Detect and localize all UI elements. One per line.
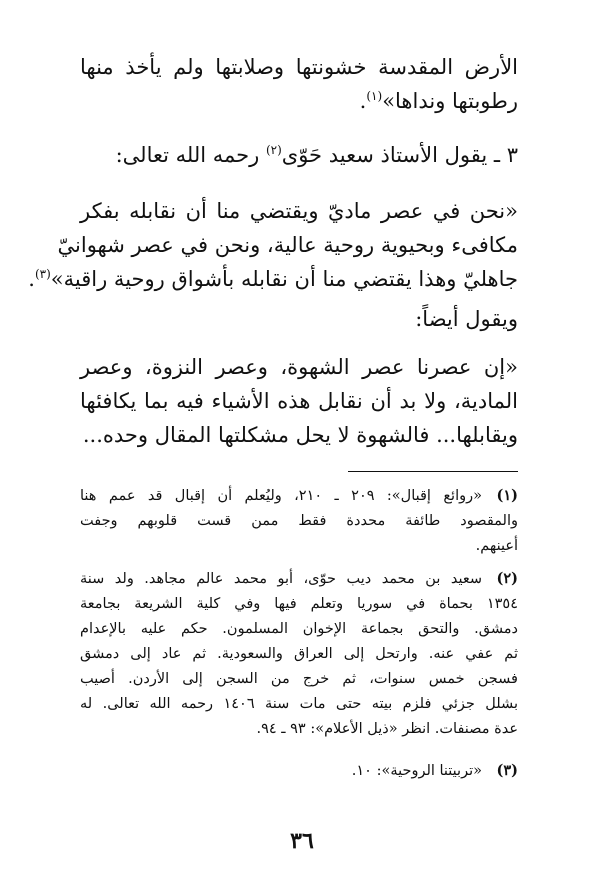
footnote2-line2: ١٣٥٤ بحماة في سوريا وتعلم فيها وفي كلية الشريعة بجامعة: [80, 596, 518, 612]
paragraph1-line2-end: .: [359, 89, 367, 113]
footnote2-line1: سعيد بن محمد ديب حوّى، أبو محمد عالم مجاهد. ولد سنة: [80, 571, 482, 587]
quote1-line2: مكافىء وبحيوية روحية عالية، ونحن في عصر شهوانيّ: [57, 233, 518, 257]
quote1-line3-end: .: [28, 267, 35, 291]
footnote-ref-1[interactable]: (١): [366, 89, 383, 103]
footnote2-line5: فسجن خمس سنوات، ثم خرج من السجن إلى الأردن. أصيب: [80, 671, 518, 687]
footnote1-line1: «روائع إقبال»: ٢٠٩ ـ ٢١٠، وليُعلم أن إقبال قد عمم هنا: [80, 488, 482, 504]
footnote-ref-3[interactable]: (٣): [34, 267, 51, 281]
quote2-line2: المادية، ولا بد أن نقابل هذه الأشياء فيه بما يكافئها: [80, 389, 518, 413]
footnote-number-3: (٣): [496, 762, 518, 779]
paragraph1-line1: الأرض المقدسة خشونتها وصلابتها ولم يأخذ منها: [80, 55, 518, 79]
footnote1-line2: والمقصود طائفة محددة فقط ممن قست قلوبهم وجفت: [80, 513, 518, 529]
footnote-number-1: (١): [496, 487, 518, 504]
page-number: ٣٦: [290, 828, 314, 854]
footnote-number-2: (٢): [496, 570, 518, 587]
item3-heading: [80, 140, 518, 172]
quote1-line3: [28, 264, 518, 296]
quote2-line1: «إن عصرنا عصر الشهوة، وعصر النزوة، وعصر: [80, 355, 518, 379]
footnote-ref-2[interactable]: (٢): [265, 143, 282, 157]
footnote2-line4: ثم عفي عنه. وارتحل إلى العراق والسعودية. ثم عاد إلى دمشق: [80, 646, 518, 662]
item3-heading-suffix: رحمه الله تعالى:: [115, 143, 266, 167]
footnote2-line7: عدة مصنفات. انظر «ذيل الأعلام»: ٩٣ ـ ٩٤.: [256, 721, 518, 737]
footnote-separator: [348, 471, 518, 472]
paragraph1-line2-text: رطوبتها ونداها»: [382, 89, 518, 113]
footnote3-line1: «تربيتنا الروحية»: ١٠.: [351, 763, 482, 779]
quote1-line3-text: جاهليّ وهذا يقتضي منا أن نقابله بأشواق روحية راقية»: [50, 267, 518, 291]
item3-heading-prefix: ٣ ـ يقول الأستاذ سعيد حَوّى: [281, 143, 518, 167]
footnote2-line3: دمشق. والتحق بجماعة الإخوان المسلمون. حكم عليه بالإعدام: [80, 621, 518, 637]
footnote2-line6: بشلل جزئي فلزم بيته حتى مات سنة ١٤٠٦ رحمه الله تعالى. له: [80, 696, 518, 712]
paragraph1-line2: [80, 86, 518, 118]
also-says-line: ويقول أيضاً:: [415, 307, 518, 331]
quote2-line3: ويقابلها... فالشهوة لا يحل مشكلتها المقال وحده...: [82, 423, 518, 447]
quote1-line1: «نحن في عصر ماديّ ويقتضي منا أن نقابله بفكر: [80, 199, 518, 223]
footnote1-line3: أعينهم.: [475, 538, 518, 554]
